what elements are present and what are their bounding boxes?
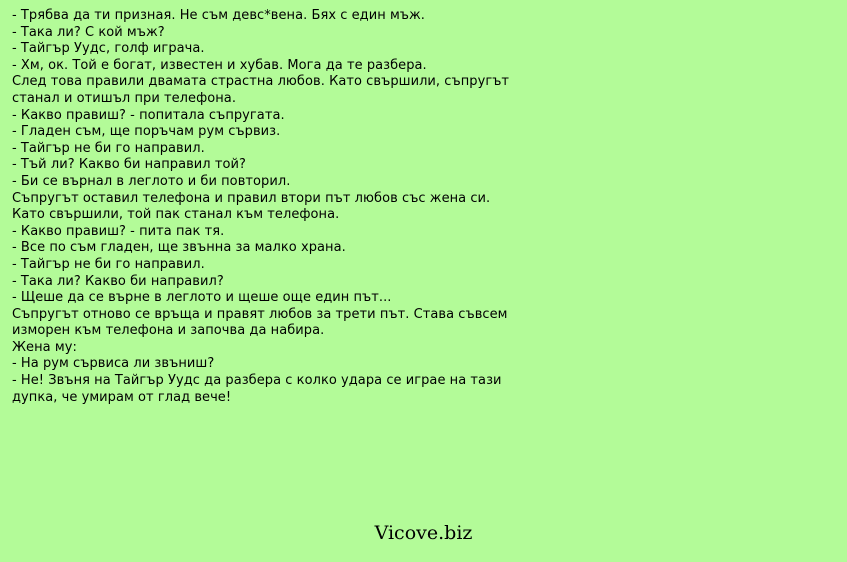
joke-line: - Така ли? С кой мъж?	[12, 24, 165, 40]
joke-line: След това правили двамата страстна любов. Като свършили, съпругът	[12, 74, 510, 90]
joke-line: - На рум сървиса ли звъниш?	[12, 356, 215, 372]
joke-line: изморен към телефона и започва да набира.	[12, 323, 325, 339]
site-watermark: Vicove.biz	[374, 522, 473, 544]
joke-line: дупка, че умирам от глад вече!	[12, 389, 232, 405]
joke-line: - Не! Звъня на Тайгър Уудс да разбера с колко удара се играе на тази	[12, 373, 502, 389]
joke-line: - Какво правиш? - пита пак тя.	[12, 223, 225, 239]
joke-line: - Тъй ли? Какво би направил той?	[12, 157, 246, 173]
joke-text	[12, 8, 842, 406]
joke-line: - Какво правиш? - попитала съпругата.	[12, 107, 285, 123]
joke-line: - Така ли? Какво би направил?	[12, 273, 224, 289]
joke-line: Жена му:	[12, 339, 77, 355]
joke-line: - Трябва да ти призная. Не съм девс*вена. Бях с един мъж.	[12, 8, 425, 23]
joke-line: - Щеше да се върне в леглото и щеше още един път...	[12, 290, 392, 306]
joke-line: - Хм, ок. Той е богат, известен и хубав. Мога да те разбера.	[12, 57, 427, 73]
joke-line: - Тайгър не би го направил.	[12, 140, 205, 156]
joke-line: - Все по съм гладен, ще звънна за малко храна.	[12, 240, 346, 256]
joke-line: - Тайгър Уудс, голф играча.	[12, 41, 205, 57]
joke-line: Съпругът оставил телефона и правил втори път любов със жена си.	[12, 190, 491, 206]
joke-line: - Гладен съм, ще поръчам рум сървиз.	[12, 124, 281, 140]
joke-line: - Тайгър не би го направил.	[12, 256, 205, 272]
joke-line: Като свършили, той пак станал към телефона.	[12, 207, 340, 223]
joke-line: Съпругът отново се връща и правят любов за трети път. Става съвсем	[12, 306, 508, 322]
joke-line: - Би се върнал в леглото и би повторил.	[12, 173, 291, 189]
joke-line: станал и отишъл при телефона.	[12, 90, 236, 106]
